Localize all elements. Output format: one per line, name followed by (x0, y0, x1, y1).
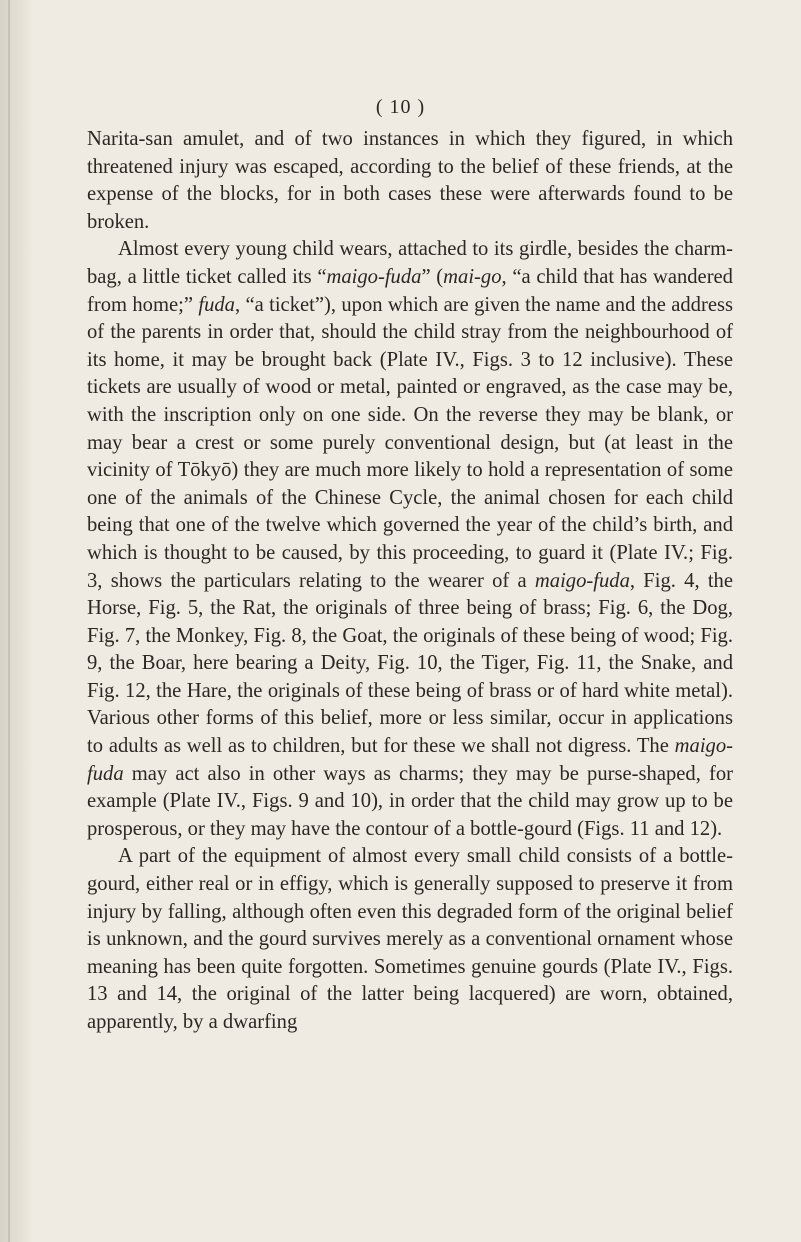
body-text (87, 126, 733, 1037)
binding-edge-line (8, 0, 10, 1242)
binding-gutter (0, 0, 34, 1242)
italic-term: mai-go (443, 265, 502, 288)
text-run: , “a ticket”), upon which are given the name and the address of the parents in order that, should the child stray from the neighbourhood of its home, it may be brought back (Plate IV., Figs. 3 to 12 inclusive). These tickets are usually of wood or metal, painted or engraved, as the case may be, with the inscription only on one side. On the reverse they may be blank, or may bear a crest or some purely conventional design, but (at least in the vicinity of Tōkyō) they are much more likely to hold a representation of some one of the animals of the Chinese Cycle, the animal chosen for each child being that one of the twelve which governed the year of the child’s birth, and which is thought to be caused, by this proceeding, to guard it (Plate IV.; Fig. 3, shows the particulars relating to the wearer of a (87, 293, 733, 592)
italic-term: maigo-fuda (326, 265, 422, 288)
paragraph (87, 236, 733, 843)
text-run: , Fig. 4, the Horse, Fig. 5, the Rat, the originals of three being of brass; Fig. 6, the Dog, Fig. 7, the Monkey, Fig. 8, the Goat, the originals of these being of wood; Fig. 9, the Boar, here bearing a Deity, Fig. 10, the Tiger, Fig. 11, the Snake, and Fig. 12, the Hare, the originals of these being of brass or of hard white metal). Various other forms of this belief, more or less similar, occur in applications to adults as well as to children, but for these we shall not digress. The (87, 569, 733, 758)
text-run: may act also in other ways as charms; they may be purse-shaped, for example (Plate IV., Figs. 9 and 10), in order that the child may grow up to be prosperous, or they may have the contour of a bottle-gourd (Figs. 11 and 12). (87, 762, 733, 840)
paragraph (87, 843, 733, 1036)
italic-term: maigo-fuda (87, 735, 733, 785)
italic-term: fuda (198, 293, 235, 316)
text-run: Narita-san amulet, and of two instances in which they figured, in which threatened injury was escaped, according to the belief of these friends, at the expense of the blocks, for in both cases these were afterwards found to be broken. (87, 128, 733, 233)
paragraph (87, 126, 733, 236)
text-run: ” ( (421, 265, 444, 288)
text-run: , “a child that has wandered from home;” (87, 265, 733, 316)
text-run: Almost every young child wears, attached to its girdle, besides the charm-bag, a little ticket called its “ (87, 238, 733, 288)
italic-term: maigo-fuda (534, 569, 630, 592)
text-run: A part of the equipment of almost every small child consists of a bottle-gourd, either real or in effigy, which is generally supposed to preserve it from injury by falling, although often even this degraded form of the original belief is unknown, and the gourd survives merely as a conventional ornament whose meaning has been quite forgotten. Sometimes genuine gourds (Plate IV., Figs. 13 and 14, the original of the latter being lacquered) are worn, obtained, apparently, by a dwarfing (87, 845, 733, 1033)
page-number: ( 10 ) (375, 96, 426, 118)
